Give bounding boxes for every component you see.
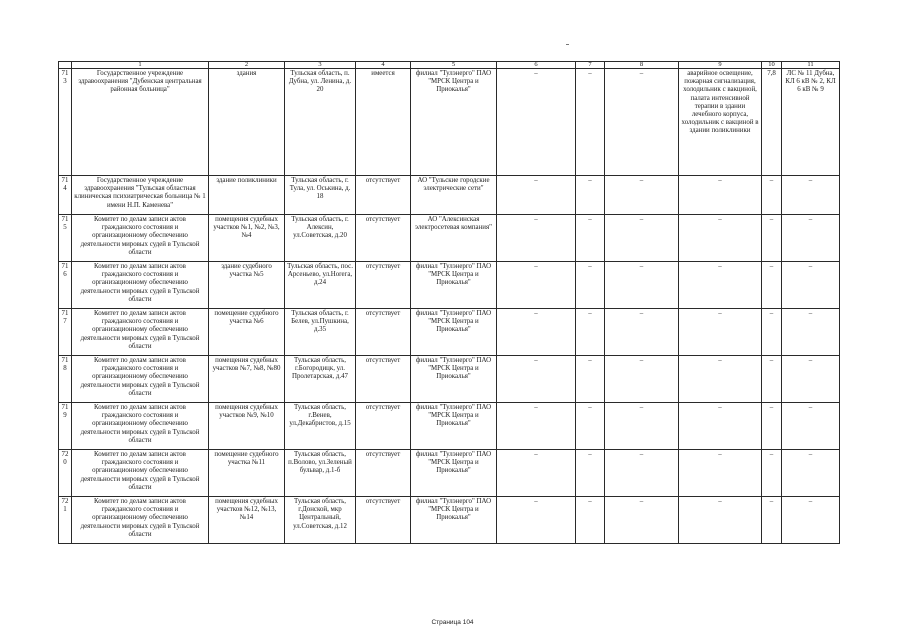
col8-cell: – xyxy=(605,356,679,403)
header-cell-empty xyxy=(59,62,72,69)
object-cell: помещение судебного участка №6 xyxy=(209,309,285,356)
facility-register-table xyxy=(58,61,840,544)
col6-cell: – xyxy=(497,450,576,497)
consumers-cell: – xyxy=(679,309,762,356)
page-number-footer: Страница 104 xyxy=(431,619,474,626)
header-cell: 3 xyxy=(285,62,356,69)
supplier-cell: филиал "Тулэнерго" ПАО "МРСК Центра и Приокалья" xyxy=(411,69,497,176)
col6-cell: – xyxy=(497,69,576,176)
reserve-source-cell: отсутствует xyxy=(356,356,411,403)
feeder-cell: – xyxy=(782,403,840,450)
object-cell: помещения судебных участков №9, №10 xyxy=(209,403,285,450)
header-cell: 9 xyxy=(679,62,762,69)
object-cell: здание судебного участка №5 xyxy=(209,262,285,309)
feeder-cell: ЛС № 11 Дубна, КЛ 6 кВ № 2, КЛ 6 кВ № 9 xyxy=(782,69,840,176)
column-number-row xyxy=(59,62,840,69)
address-cell: Тульская область, п.Волово, ул.Зеленый бульвар, д.1-б xyxy=(285,450,356,497)
power-cell: – xyxy=(762,176,782,215)
consumers-cell: аварийное освещение, пожарная сигнализация, холодильник с вакциной, палата интенсивной терапии в здании лечебного корпуса, холодильник с вакциной в здании поликлиники xyxy=(679,69,762,176)
header-cell: 5 xyxy=(411,62,497,69)
table-row xyxy=(59,262,840,309)
feeder-cell: – xyxy=(782,309,840,356)
col8-cell: – xyxy=(605,450,679,497)
consumers-cell: – xyxy=(679,450,762,497)
organization-cell: Комитет по делам записи актов гражданского состояния и организационному обеспечению деятельности мировых судей в Тульской области xyxy=(72,450,209,497)
reserve-source-cell: отсутствует xyxy=(356,262,411,309)
organization-cell: Комитет по делам записи актов гражданского состояния и организационному обеспечению деятельности мировых судей в Тульской области xyxy=(72,497,209,544)
header-cell: 1 xyxy=(72,62,209,69)
col8-cell: – xyxy=(605,309,679,356)
row-number: 713 xyxy=(59,69,72,176)
row-number: 720 xyxy=(59,450,72,497)
consumers-cell: – xyxy=(679,497,762,544)
supplier-cell: АО "Алексинская электросетевая компания" xyxy=(411,215,497,262)
table-row xyxy=(59,403,840,450)
address-cell: Тульская область, пос. Арсеньево, ул.Horега, д.24 xyxy=(285,262,356,309)
power-cell: 7,8 xyxy=(762,69,782,176)
address-cell: Тульская область, г.Богородицк, ул. Пролетарская, д.47 xyxy=(285,356,356,403)
feeder-cell: – xyxy=(782,215,840,262)
col7-cell: – xyxy=(576,262,605,309)
feeder-cell: – xyxy=(782,497,840,544)
object-cell: помещения судебных участков №7, №8, №80 xyxy=(209,356,285,403)
col8-cell: – xyxy=(605,176,679,215)
supplier-cell: филиал "Тулэнерго" ПАО "МРСК Центра и Приокалья" xyxy=(411,262,497,309)
address-cell: Тульская область, г.Донской, мкр Центральный, ул.Советская, д.12 xyxy=(285,497,356,544)
table-row xyxy=(59,176,840,215)
address-cell: Тульская область, г. Белев, ул.Пушкина, д.35 xyxy=(285,309,356,356)
row-number: 717 xyxy=(59,309,72,356)
col7-cell: – xyxy=(576,403,605,450)
col7-cell: – xyxy=(576,497,605,544)
table-row xyxy=(59,309,840,356)
power-cell: – xyxy=(762,403,782,450)
col7-cell: – xyxy=(576,69,605,176)
power-cell: – xyxy=(762,356,782,403)
col8-cell: – xyxy=(605,215,679,262)
supplier-cell: АО "Тульские городские электрические сети" xyxy=(411,176,497,215)
organization-cell: Государственное учреждение здравоохранения "Тульская областная клиническая психиатрическая больница № 1 имени Н.П. Каменева" xyxy=(72,176,209,215)
object-cell: помещения судебных участков №1, №2, №3, №4 xyxy=(209,215,285,262)
table-row xyxy=(59,497,840,544)
consumers-cell: – xyxy=(679,403,762,450)
col6-cell: – xyxy=(497,497,576,544)
header-cell: 10 xyxy=(762,62,782,69)
supplier-cell: филиал "Тулэнерго" ПАО "МРСК Центра и Приокалья" xyxy=(411,450,497,497)
feeder-cell: – xyxy=(782,356,840,403)
header-cell: 6 xyxy=(497,62,576,69)
col8-cell: – xyxy=(605,262,679,309)
col6-cell: – xyxy=(497,176,576,215)
col6-cell: – xyxy=(497,262,576,309)
col7-cell: – xyxy=(576,356,605,403)
consumers-cell: – xyxy=(679,356,762,403)
supplier-cell: филиал "Тулэнерго" ПАО "МРСК Центра и Приокалья" xyxy=(411,309,497,356)
power-cell: – xyxy=(762,309,782,356)
consumers-cell: – xyxy=(679,262,762,309)
reserve-source-cell: отсутствует xyxy=(356,215,411,262)
row-number: 714 xyxy=(59,176,72,215)
header-cell: 8 xyxy=(605,62,679,69)
supplier-cell: филиал "Тулэнерго" ПАО "МРСК Центра и Приокалья" xyxy=(411,497,497,544)
organization-cell: Комитет по делам записи актов гражданского состояния и организационному обеспечению деятельности мировых судей в Тульской области xyxy=(72,309,209,356)
object-cell: помещения судебных участков №12, №13, №14 xyxy=(209,497,285,544)
supplier-cell: филиал "Тулэнерго" ПАО "МРСК Центра и Приокалья" xyxy=(411,356,497,403)
col6-cell: – xyxy=(497,403,576,450)
address-cell: Тульская область, п. Дубна, ул. Ленина, д. 20 xyxy=(285,69,356,176)
organization-cell: Государственное учреждение здравоохранения "Дубенская центральная районная больница" xyxy=(72,69,209,176)
supplier-cell: филиал "Тулэнерго" ПАО "МРСК Центра и Приокалья" xyxy=(411,403,497,450)
col8-cell: – xyxy=(605,403,679,450)
object-cell: здания xyxy=(209,69,285,176)
power-cell: – xyxy=(762,450,782,497)
power-cell: – xyxy=(762,262,782,309)
header-cell: 4 xyxy=(356,62,411,69)
table-row xyxy=(59,356,840,403)
scan-speck xyxy=(566,44,569,45)
organization-cell: Комитет по делам записи актов гражданского состояния и организационному обеспечению деятельности мировых судей в Тульской области xyxy=(72,356,209,403)
power-cell: – xyxy=(762,215,782,262)
reserve-source-cell: отсутствует xyxy=(356,176,411,215)
organization-cell: Комитет по делам записи актов гражданского состояния и организационному обеспечению деятельности мировых судей в Тульской области xyxy=(72,215,209,262)
row-number: 719 xyxy=(59,403,72,450)
table-row xyxy=(59,69,840,176)
row-number: 721 xyxy=(59,497,72,544)
address-cell: Тульская область, г. Тула, ул. Оськина, д. 18 xyxy=(285,176,356,215)
header-cell: 11 xyxy=(782,62,840,69)
address-cell: Тульская область, г.Венев, ул.Декабристов, д.15 xyxy=(285,403,356,450)
col6-cell: – xyxy=(497,356,576,403)
row-number: 716 xyxy=(59,262,72,309)
col7-cell: – xyxy=(576,309,605,356)
row-number: 715 xyxy=(59,215,72,262)
consumers-cell: – xyxy=(679,176,762,215)
feeder-cell: – xyxy=(782,262,840,309)
organization-cell: Комитет по делам записи актов гражданского состояния и организационному обеспечению деятельности мировых судей в Тульской области xyxy=(72,262,209,309)
reserve-source-cell: имеется xyxy=(356,69,411,176)
header-cell: 2 xyxy=(209,62,285,69)
object-cell: здание поликлиники xyxy=(209,176,285,215)
reserve-source-cell: отсутствует xyxy=(356,403,411,450)
reserve-source-cell: отсутствует xyxy=(356,309,411,356)
col8-cell: – xyxy=(605,69,679,176)
col6-cell: – xyxy=(497,309,576,356)
object-cell: помещение судебного участка №11 xyxy=(209,450,285,497)
col8-cell: – xyxy=(605,497,679,544)
organization-cell: Комитет по делам записи актов гражданского состояния и организационному обеспечению деятельности мировых судей в Тульской области xyxy=(72,403,209,450)
power-cell: – xyxy=(762,497,782,544)
row-number: 718 xyxy=(59,356,72,403)
col7-cell: – xyxy=(576,215,605,262)
col7-cell: – xyxy=(576,176,605,215)
consumers-cell: – xyxy=(679,215,762,262)
col6-cell: – xyxy=(497,215,576,262)
reserve-source-cell: отсутствует xyxy=(356,497,411,544)
reserve-source-cell: отсутствует xyxy=(356,450,411,497)
table-row xyxy=(59,215,840,262)
address-cell: Тульская область, г. Алексин, ул.Советская, д.20 xyxy=(285,215,356,262)
header-cell: 7 xyxy=(576,62,605,69)
table-row xyxy=(59,450,840,497)
feeder-cell: – xyxy=(782,176,840,215)
feeder-cell: – xyxy=(782,450,840,497)
col7-cell: – xyxy=(576,450,605,497)
